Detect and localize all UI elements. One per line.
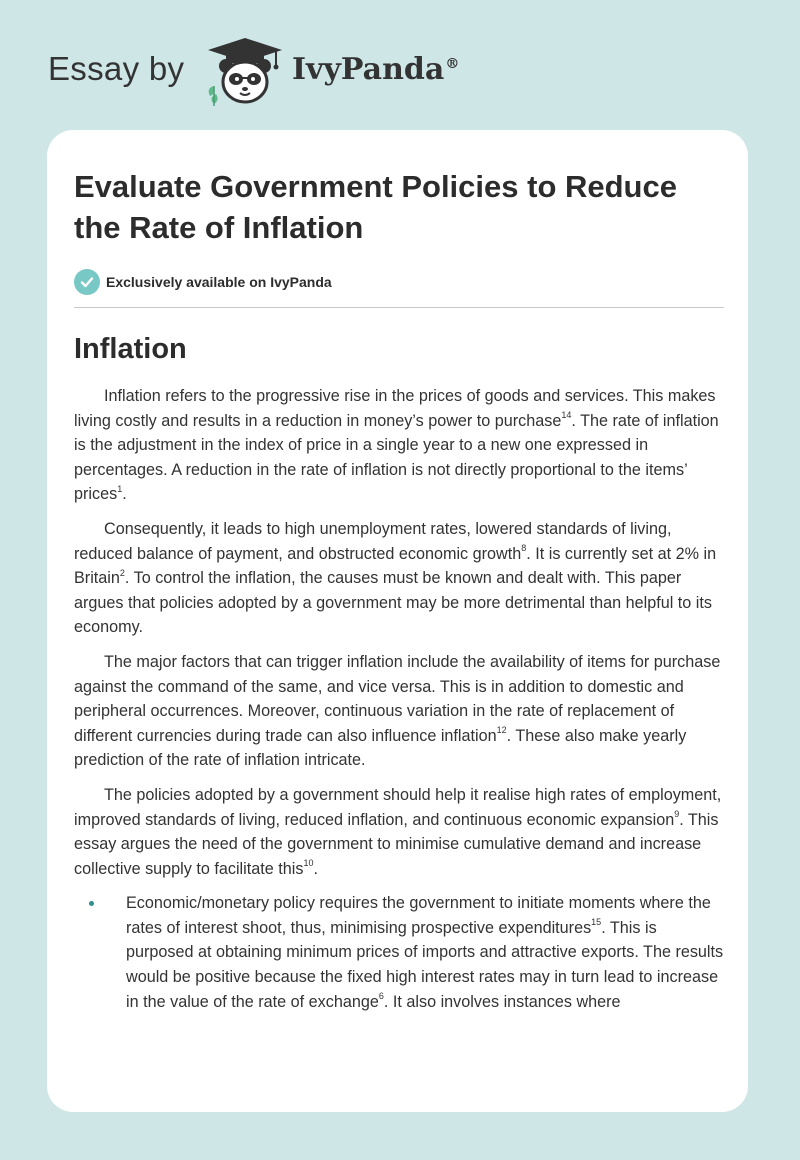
divider [74,307,724,308]
footnote-ref: 2 [119,567,125,578]
text-run: Consequently, it leads to high unemployment rates, lowered standards of living, reduced balance of payment, and obstructed economic growth [74,519,672,563]
footnote-ref: 6 [378,991,384,1002]
text-run: . To control the inflation, the causes must be known and dealt with. This paper argues that policies adopted by a government may be more detrimental than helpful to its economy. [74,569,712,637]
bullet-icon [89,901,94,906]
check-icon [74,269,100,295]
essay-body [74,384,724,881]
text-run: . This is purposed at obtaining minimum prices of imports and attractive exports. The results would be positive because the fixed high interest rates may in turn lead to increase in the value of the rate of exchange [126,918,724,1011]
text-run: . It is currently set at 2% in Britain [74,544,717,588]
footnote-ref: 10 [303,858,314,869]
text-run: The policies adopted by a government should help it realise high rates of employment, improved standards of living, reduced inflation, and continuous economic expansion [74,785,722,829]
text-run: . [122,485,127,504]
text-run: . This essay argues the need of the government to minimise cumulative demand and increase collective supply to facilitate this [74,810,719,878]
footnote-ref: 12 [496,725,507,736]
text-run: . It also involves instances where [383,992,621,1011]
list-item [74,891,724,1014]
essay-card [47,130,748,1112]
bullet-list [74,891,724,1014]
paragraph [74,783,724,881]
essay-title: Evaluate Government Policies to Reduce the Rate of Inflation [74,169,677,245]
paragraph [74,517,724,640]
essay-by-label: Essay by [48,50,185,87]
text-run: . [313,859,318,878]
site-header [0,0,800,130]
text-run: . These also make yearly prediction of the rate of inflation intricate. [74,726,687,770]
text-run: The major factors that can trigger inflation include the availability of items for purchase against the command of the same, and vice versa. This is in addition to domestic and peripheral occurrences. Moreover, continuous variation in the rate of replacement of different currencies during trade can also influence inflation [74,652,721,745]
text-run: Inflation refers to the progressive rise in the prices of goods and services. This makes living costly and results in a reduction in money’s power to purchase [74,387,716,430]
exclusive-badge [74,269,724,295]
footnote-ref: 8 [521,543,527,554]
ivypanda-logo-icon[interactable] [202,36,288,108]
text-run: . The rate of inflation is the adjustment in the index of price in a single year to a new one expressed in percentages. A reduction in the rate of inflation is not directly proportional to the items’ prices [74,411,719,504]
brand-name[interactable]: IvyPanda® [292,52,460,87]
section-heading: Inflation [74,333,187,365]
text-run: Economic/monetary policy requires the government to initiate moments where the rates of interest shoot, thus, minimising prospective expenditures [126,894,711,937]
footnote-ref: 14 [561,410,572,421]
footnote-ref: 15 [591,917,602,928]
footnote-ref: 1 [117,483,123,494]
footnote-ref: 9 [674,809,680,820]
paragraph [74,650,724,773]
badge-label: Exclusively available on IvyPanda [106,274,332,290]
paragraph [74,384,724,507]
